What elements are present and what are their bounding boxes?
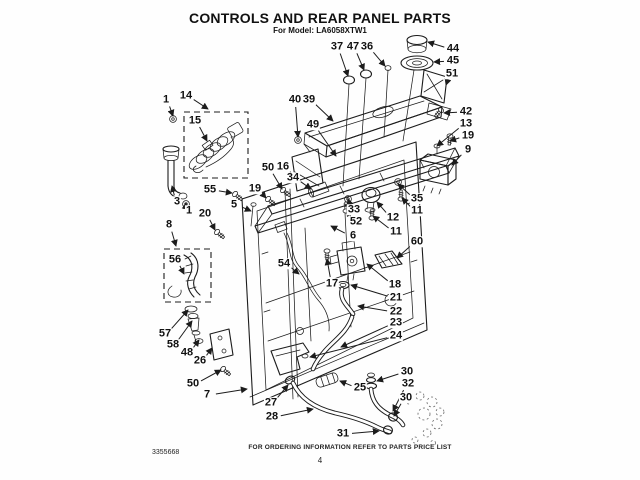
leader-line-47 [357, 53, 364, 70]
leader-line-55 [219, 191, 232, 193]
part-callout-15: 15 [188, 114, 202, 127]
console-panel [302, 93, 442, 157]
part-callout-17: 17 [325, 277, 339, 290]
leader-line-40 [296, 107, 298, 137]
inlet-hose [163, 146, 187, 199]
part-callout-30: 30 [399, 391, 413, 404]
part-callout-22: 22 [389, 305, 403, 318]
part-callout-42: 42 [459, 105, 473, 118]
leader-line-30 [377, 374, 398, 381]
hose-bracket [210, 329, 233, 360]
part-callout-28: 28 [265, 410, 279, 423]
part-callout-57: 57 [158, 327, 172, 340]
part-callout-34: 34 [286, 171, 300, 184]
part-callout-30: 30 [400, 365, 414, 378]
leader-line-45 [434, 61, 444, 62]
leader-line-60 [397, 246, 410, 258]
part-callout-24: 24 [389, 329, 403, 342]
part-callout-19: 19 [461, 129, 475, 142]
model-subtitle: For Model: LA6058XTW1 [273, 26, 367, 35]
part-callout-11: 11 [411, 204, 423, 217]
leader-line-44 [428, 42, 444, 47]
part-callout-23: 23 [389, 316, 403, 329]
part-callout-51: 51 [445, 67, 459, 80]
part-callout-60: 60 [410, 235, 424, 248]
part-callout-54: 54 [277, 257, 291, 270]
leader-line-21 [351, 285, 387, 296]
part-callout-16: 16 [276, 160, 290, 173]
part-callout-19: 19 [248, 182, 262, 195]
part-callout-9: 9 [464, 143, 472, 156]
hose-fittings [185, 306, 203, 345]
leader-line-18 [367, 264, 388, 281]
part-callout-5: 5 [230, 198, 238, 211]
part-callout-8: 8 [165, 218, 173, 231]
part-callout-25: 25 [353, 381, 367, 394]
part-callout-21: 21 [389, 291, 403, 304]
part-callout-1: 1 [185, 204, 193, 217]
part-callout-36: 36 [360, 40, 374, 53]
part-callout-37: 37 [330, 40, 344, 53]
part-callout-32: 32 [401, 377, 415, 390]
leader-line-8 [172, 232, 176, 246]
leader-line-15 [200, 127, 207, 141]
part-callout-3: 3 [173, 195, 181, 208]
part-callout-11: 11 [390, 225, 402, 238]
leader-line-58 [179, 321, 192, 340]
leader-line-31 [352, 431, 379, 433]
leader-line-27 [277, 385, 288, 398]
part-callout-50: 50 [186, 377, 200, 390]
part-callout-20: 20 [198, 207, 212, 220]
leader-line-28 [281, 409, 313, 416]
part-callout-50: 50 [261, 161, 275, 174]
part-callout-13: 13 [459, 117, 473, 130]
part-callout-52: 52 [349, 215, 363, 228]
leader-line-24 [310, 338, 387, 357]
part-callout-47: 47 [346, 40, 360, 53]
part-callout-27: 27 [264, 396, 278, 409]
part-callout-58: 58 [166, 338, 180, 351]
leader-line-25 [340, 381, 352, 386]
ordering-note: FOR ORDERING INFORMATION REFER TO PARTS PRICE LIST [248, 444, 452, 451]
part-callout-40: 40 [288, 93, 302, 106]
leader-line-36 [373, 52, 385, 66]
injector-bracket [271, 343, 309, 375]
leader-line-14 [194, 100, 208, 109]
part-callout-14: 14 [179, 89, 193, 102]
part-callout-26: 26 [193, 354, 207, 367]
part-callout-33: 33 [347, 203, 361, 216]
leader-line-5 [243, 207, 252, 211]
document-number: 3355668 [152, 449, 180, 456]
leader-line-19 [262, 193, 266, 198]
leader-line-1 [170, 106, 173, 116]
leader-line-42 [444, 112, 457, 113]
leader-line-30 [394, 404, 401, 416]
leader-line-6 [331, 226, 345, 233]
page-title: CONTROLS AND REAR PANEL PARTS [189, 10, 451, 26]
part-callout-56: 56 [168, 253, 182, 266]
leader-line-20 [210, 220, 215, 230]
part-callout-1: 1 [162, 93, 170, 106]
wire-harness [275, 222, 329, 331]
part-callout-45: 45 [446, 54, 460, 67]
console-mounting-screws [343, 66, 391, 186]
part-callout-12: 12 [386, 211, 400, 224]
part-callout-55: 55 [203, 183, 217, 196]
part-callout-39: 39 [302, 93, 316, 106]
leader-line-17 [327, 259, 330, 277]
leader-line-56 [180, 266, 184, 274]
leader-line-50 [201, 370, 221, 381]
part-callout-18: 18 [388, 278, 402, 291]
part-callout-49: 49 [306, 118, 320, 131]
part-callout-6: 6 [349, 229, 357, 242]
page-number: 4 [317, 456, 323, 465]
leader-line-50 [273, 174, 282, 189]
leader-line-7 [216, 389, 247, 394]
leader-line-57 [171, 310, 188, 329]
part-callout-7: 7 [203, 388, 211, 401]
part-callout-48: 48 [180, 346, 194, 359]
hose-sleeve [315, 372, 339, 388]
part-callout-44: 44 [446, 42, 460, 55]
leader-line-37 [340, 54, 348, 77]
part-callout-35: 35 [410, 192, 424, 205]
part-callout-31: 31 [336, 427, 350, 440]
